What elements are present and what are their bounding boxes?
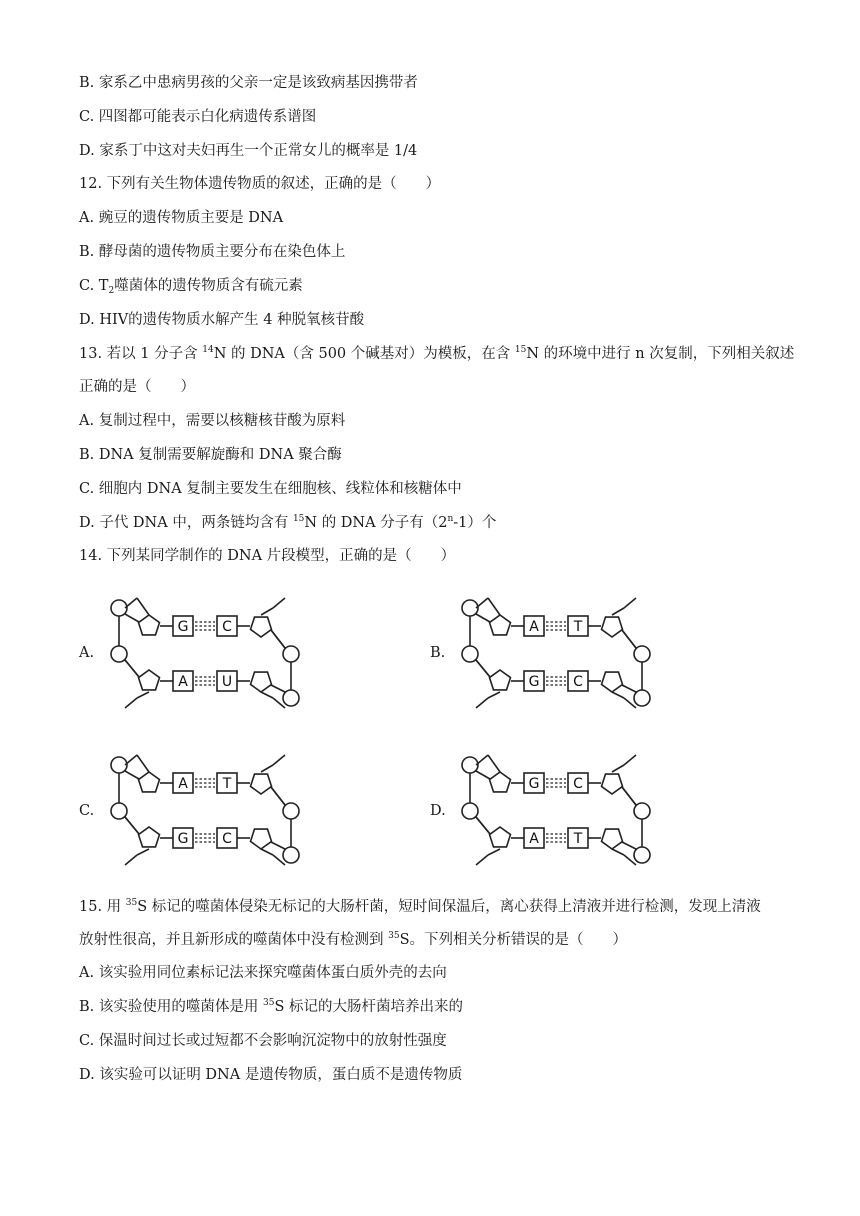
phosphate-circle	[462, 646, 478, 662]
base-letter: T	[573, 619, 583, 635]
strand-end-line	[125, 855, 137, 865]
phosphate-circle	[111, 646, 127, 662]
q13-stem-a: 13. 若以 1 分子含	[79, 346, 203, 362]
q14-label-c: C.	[79, 803, 95, 819]
q12-option-a: A. 豌豆的遗传物质主要是 DNA	[79, 210, 284, 226]
backbone-bond	[622, 787, 636, 805]
strand-end-line	[261, 765, 273, 772]
q12-option-c-sub: 2	[108, 286, 115, 296]
phosphate-circle	[111, 600, 127, 616]
strand-end-line	[125, 698, 137, 708]
deoxyribose-pentagon	[602, 672, 623, 692]
dna-model-c	[95, 747, 315, 877]
dna-model-a	[95, 590, 315, 720]
backbone-bond	[271, 787, 285, 805]
q13-stem-line2: 正确的是（ ）	[79, 379, 195, 395]
backbone-bond	[476, 771, 490, 779]
q13-option-d-a: D. 子代 DNA 中，两条链均含有	[79, 515, 293, 531]
deoxyribose-pentagon	[251, 617, 272, 637]
backbone-bond	[125, 660, 139, 677]
strand-end-line	[476, 855, 488, 865]
backbone-bond	[622, 685, 636, 692]
q13-stem-sup1: 14	[202, 345, 214, 355]
phosphate-circle	[634, 690, 650, 706]
backbone-bond	[125, 614, 139, 622]
phosphate-circle	[634, 646, 650, 662]
q15-option-b-sup: 35	[262, 998, 275, 1008]
base-letter: U	[221, 674, 233, 690]
dna-model-b	[446, 590, 666, 720]
q13-stem-b: N 的 DNA（含 500 个碱基对）为模板，在含	[213, 346, 515, 362]
phosphate-circle	[462, 803, 478, 819]
base-letter: C	[573, 776, 583, 792]
q13-option-d-sup2: n	[447, 514, 454, 524]
q13-option-d-b: N 的 DNA 分子有（2	[304, 515, 448, 531]
q15-stem-line2	[79, 930, 627, 950]
backbone-bond	[622, 630, 636, 648]
phosphate-circle	[283, 803, 299, 819]
q15-option-b	[79, 997, 463, 1017]
deoxyribose-pentagon	[251, 774, 272, 794]
q12-option-d: D. HIV的遗传物质水解产生 4 种脱氧核苷酸	[79, 312, 365, 328]
q14-label-d: D.	[430, 803, 446, 819]
q14-label-b: B.	[430, 645, 446, 661]
deoxyribose-pentagon	[602, 774, 623, 794]
dna-model-d	[446, 747, 666, 877]
q15-option-b-a: B. 该实验使用的噬菌体是用	[79, 999, 263, 1015]
strand-end-line	[488, 598, 500, 615]
phosphate-circle	[634, 847, 650, 863]
q12-option-c-post: 噬菌体的遗传物质含有硫元素	[114, 278, 303, 294]
phosphate-circle	[462, 757, 478, 773]
base-letter: G	[528, 674, 540, 690]
deoxyribose-pentagon	[602, 829, 623, 849]
strand-end-line	[137, 755, 149, 772]
q13-option-b: B. DNA 复制需要解旋酶和 DNA 聚合酶	[79, 447, 342, 463]
phosphate-circle	[111, 757, 127, 773]
deoxyribose-pentagon	[139, 827, 160, 847]
strand-end-line	[612, 849, 624, 855]
deoxyribose-pentagon	[490, 772, 511, 792]
backbone-bond	[125, 771, 139, 779]
base-letter: C	[222, 619, 232, 635]
backbone-bond	[476, 817, 490, 834]
strand-end-line	[137, 692, 149, 698]
phosphate-circle	[462, 600, 478, 616]
q11-option-b: B. 家系乙中患病男孩的父亲一定是该致病基因携带者	[79, 75, 418, 91]
phosphate-circle	[283, 646, 299, 662]
strand-end-line	[137, 849, 149, 855]
q15-stem-a: 15. 用	[79, 899, 126, 915]
phosphate-circle	[283, 690, 299, 706]
backbone-bond	[476, 660, 490, 677]
strand-end-line	[273, 755, 285, 765]
phosphate-circle	[111, 803, 127, 819]
deoxyribose-pentagon	[139, 615, 160, 635]
strand-end-line	[261, 849, 273, 855]
deoxyribose-pentagon	[139, 772, 160, 792]
deoxyribose-pentagon	[490, 670, 511, 690]
backbone-bond	[271, 630, 285, 648]
base-letter: A	[529, 831, 539, 847]
deoxyribose-pentagon	[251, 829, 272, 849]
q15-option-c: C. 保温时间过长或过短都不会影响沉淀物中的放射性强度	[79, 1033, 447, 1049]
base-letter: A	[178, 674, 188, 690]
deoxyribose-pentagon	[251, 672, 272, 692]
q13-stem	[79, 344, 794, 364]
q15-stem-sup1: 35	[125, 898, 138, 908]
q14-stem: 14. 下列某同学制作的 DNA 片段模型，正确的是（ ）	[79, 548, 456, 564]
strand-end-line	[488, 849, 500, 855]
q13-option-c: C. 细胞内 DNA 复制主要发生在细胞核、线粒体和核糖体中	[79, 481, 462, 497]
q13-option-d	[79, 513, 496, 533]
q12-stem: 12. 下列有关生物体遗传物质的叙述，正确的是（ ）	[79, 176, 441, 192]
backbone-bond	[125, 817, 139, 834]
q13-option-d-c: -1）个	[453, 515, 497, 531]
q11-option-d: D. 家系丁中这对夫妇再生一个正常女儿的概率是 1/4	[79, 143, 418, 159]
backbone-bond	[476, 614, 490, 622]
q15-stem	[79, 897, 761, 917]
q15-stem-b: S 标记的噬菌体侵染无标记的大肠杆菌，短时间保温后，离心获得上清液并进行检测，发现上清液	[137, 899, 761, 915]
q13-stem-c: N 的环境中进行 n 次复制，下列相关叙述	[526, 346, 795, 362]
q12-option-c	[79, 276, 303, 296]
q13-option-a: A. 复制过程中，需要以核糖核苷酸为原料	[79, 413, 346, 429]
base-letter: A	[529, 619, 539, 635]
strand-end-line	[261, 608, 273, 615]
backbone-bond	[622, 842, 636, 849]
deoxyribose-pentagon	[139, 670, 160, 690]
base-letter: T	[573, 831, 583, 847]
q15-stem-line2-a: 放射性很高，并且新形成的噬菌体中没有检测到	[79, 932, 389, 948]
q15-stem-sup2: 35	[388, 931, 400, 941]
deoxyribose-pentagon	[490, 615, 511, 635]
phosphate-circle	[634, 803, 650, 819]
q15-option-d: D. 该实验可以证明 DNA 是遗传物质，蛋白质不是遗传物质	[79, 1067, 463, 1083]
strand-end-line	[261, 692, 273, 698]
q11-option-c: C. 四图都可能表示白化病遗传系谱图	[79, 109, 317, 125]
strand-end-line	[624, 755, 636, 765]
strand-end-line	[624, 598, 636, 608]
base-letter: T	[222, 776, 232, 792]
strand-end-line	[488, 755, 500, 772]
deoxyribose-pentagon	[602, 617, 623, 637]
base-letter: C	[573, 674, 583, 690]
base-letter: G	[177, 831, 189, 847]
backbone-bond	[271, 685, 285, 692]
base-letter: G	[528, 776, 540, 792]
deoxyribose-pentagon	[490, 827, 511, 847]
q14-label-a: A.	[79, 645, 95, 661]
q15-stem-line2-b: S。下列相关分析错误的是（ ）	[399, 932, 627, 948]
strand-end-line	[488, 692, 500, 698]
base-letter: G	[177, 619, 189, 635]
phosphate-circle	[283, 847, 299, 863]
base-letter: A	[178, 776, 188, 792]
base-letter: C	[222, 831, 232, 847]
q13-stem-sup2: 15	[514, 345, 527, 355]
strand-end-line	[273, 598, 285, 608]
strand-end-line	[612, 765, 624, 772]
q13-option-d-sup1: 15	[292, 514, 305, 524]
strand-end-line	[612, 692, 624, 698]
q15-option-b-b: S 标记的大肠杆菌培养出来的	[274, 999, 463, 1015]
q15-option-a: A. 该实验用同位素标记法来探究噬菌体蛋白质外壳的去向	[79, 965, 447, 981]
q12-option-b: B. 酵母菌的遗传物质主要分布在染色体上	[79, 244, 346, 260]
strand-end-line	[137, 598, 149, 615]
backbone-bond	[271, 842, 285, 849]
q12-option-c-pre: C. T	[79, 278, 109, 294]
strand-end-line	[612, 608, 624, 615]
strand-end-line	[476, 698, 488, 708]
